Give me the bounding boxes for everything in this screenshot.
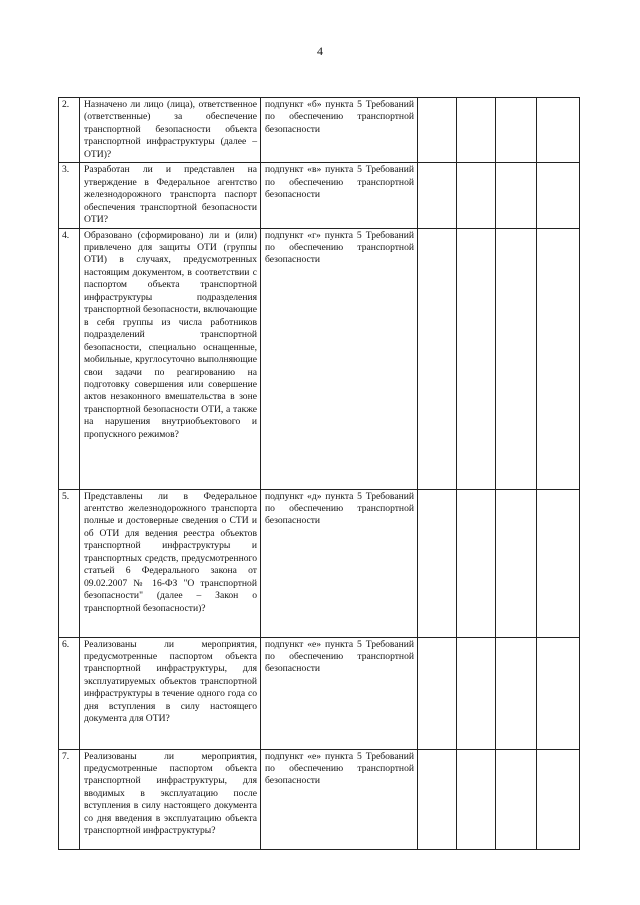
answer-cell[interactable] [418,98,457,163]
answer-cell[interactable] [496,163,537,228]
question-text: Назначено ли лицо (лица), ответственное (ответственные) за обеспечение транспортной безопасности объекта транспортной инфраструктуры (далее – ОТИ)? [80,98,261,163]
table-row [59,163,580,228]
question-text: Образовано (сформировано) ли и (или) привлечено для защиты ОТИ (группы ОТИ) в случаях, предусмотренных настоящим документом, в соответствии с паспортом объекта транспортной инфраструктуры подразделения транспортной безопасности, включающие в себя группы из числа работников подразделений транспортной безопасности, специально оснащенные, мобильные, круглосуточно выполняющие свои задачи по реагированию на подготовку совершения или совершение актов незаконного вмешательства в зоне транспортной безопасности ОТИ, а также на нарушения внутриобъектового и пропускного режимов? [80,228,261,489]
answer-cell[interactable] [418,228,457,489]
answer-cell[interactable] [457,489,496,637]
legal-reference: подпункт «б» пункта 5 Требований по обеспечению транспортной безопасности [261,98,418,163]
legal-reference: подпункт «д» пункта 5 Требований по обеспечению транспортной безопасности [261,489,418,637]
answer-cell[interactable] [496,637,537,749]
answer-cell[interactable] [457,749,496,849]
row-number: 5. [59,489,80,637]
answer-cell[interactable] [418,163,457,228]
answer-cell[interactable] [537,489,580,637]
row-number: 7. [59,749,80,849]
table-row [59,749,580,849]
answer-cell[interactable] [496,228,537,489]
answer-cell[interactable] [496,489,537,637]
checklist-table [58,97,580,850]
row-number: 6. [59,637,80,749]
answer-cell[interactable] [537,749,580,849]
answer-cell[interactable] [418,749,457,849]
page-number: 4 [317,44,323,58]
question-text: Представлены ли в Федеральное агентство железнодорожного транспорта полные и достоверные сведения о СТИ и об ОТИ для ведения реестра объектов транспортной инфраструктуры и транспортных средств, предусмотренного статьей 6 Федерального закона от 09.02.2007 № 16-ФЗ "О транспортной безопасности" (далее – Закон о транспортной безопасности)? [80,489,261,637]
answer-cell[interactable] [418,637,457,749]
legal-reference: подпункт «е» пункта 5 Требований по обеспечению транспортной безопасности [261,637,418,749]
answer-cell[interactable] [457,228,496,489]
answer-cell[interactable] [537,637,580,749]
table-row [59,228,580,489]
row-number: 4. [59,228,80,489]
answer-cell[interactable] [537,163,580,228]
answer-cell[interactable] [537,228,580,489]
question-text: Реализованы ли мероприятия, предусмотренные паспортом объекта транспортной инфраструктуры, для вводимых в эксплуатацию после вступления в силу настоящего документа со дня введения в эксплуатацию объекта транспортной инфраструктуры? [80,749,261,849]
row-number: 2. [59,98,80,163]
table-row [59,489,580,637]
answer-cell[interactable] [496,98,537,163]
answer-cell[interactable] [537,98,580,163]
table-row [59,637,580,749]
answer-cell[interactable] [496,749,537,849]
answer-cell[interactable] [457,637,496,749]
legal-reference: подпункт «г» пункта 5 Требований по обеспечению транспортной безопасности [261,228,418,489]
answer-cell[interactable] [457,163,496,228]
answer-cell[interactable] [418,489,457,637]
question-text: Реализованы ли мероприятия, предусмотренные паспортом объекта транспортной инфраструктуры, для эксплуатируемых объектов транспортной инфраструктуры в течение одного года со дня вступления в силу настоящего документа для ОТИ? [80,637,261,749]
table-row [59,98,580,163]
legal-reference: подпункт «в» пункта 5 Требований по обеспечению транспортной безопасности [261,163,418,228]
answer-cell[interactable] [457,98,496,163]
question-text: Разработан ли и представлен на утверждение в Федеральное агентство железнодорожного транспорта паспорт обеспечения транспортной безопасности ОТИ? [80,163,261,228]
row-number: 3. [59,163,80,228]
legal-reference: подпункт «е» пункта 5 Требований по обеспечению транспортной безопасности [261,749,418,849]
